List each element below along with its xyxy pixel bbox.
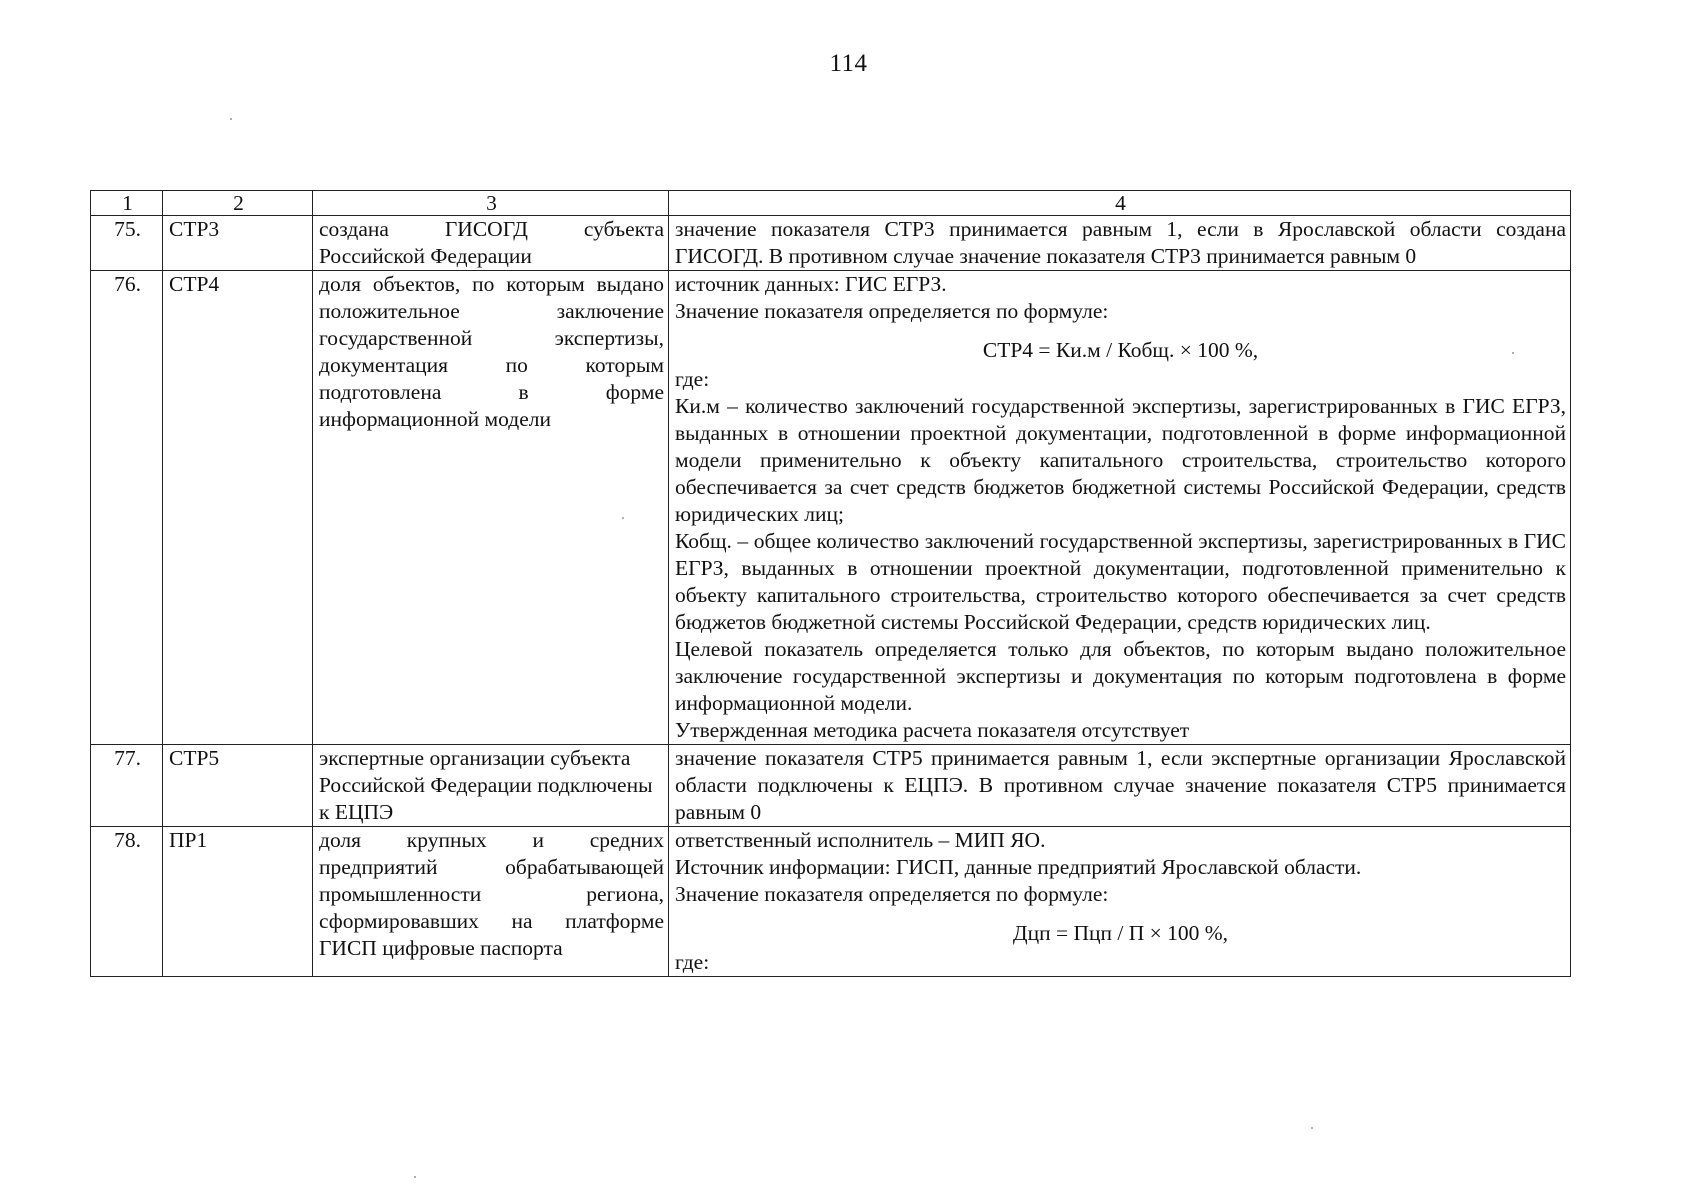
table-row xyxy=(91,745,1571,827)
table-row xyxy=(91,216,1571,271)
indicator-code: СТР4 xyxy=(163,271,313,745)
description-paragraph: Кобщ. – общее количество заключений государственной экспертизы, зарегистрированных в ГИС ЕГРЗ, выданных в отношении проектной документации, подготовленной применительно к объекту капитального строительства, строительство которого обеспечивается за счет средств бюджетов бюджетной системы Российской Федерации, средств юридических лиц. xyxy=(675,529,1566,634)
scan-speck xyxy=(622,517,624,519)
description-paragraph: Значение показателя определяется по формуле: xyxy=(675,882,1109,906)
indicator-code: ПР1 xyxy=(163,827,313,977)
header-col-1: 1 xyxy=(91,191,163,216)
description-paragraph: Целевой показатель определяется только для объектов, по которым выдано положительное заключение государственной экспертизы и документация по которым подготовлена в форме информационной модели. xyxy=(675,637,1566,715)
indicator-description xyxy=(669,827,1571,977)
page-number: 114 xyxy=(829,50,868,77)
indicator-name: доля объектов, по которым выдано положительное заключение государственной экспертизы, документация по которым подготовлена в форме информационной модели xyxy=(313,271,669,745)
scan-speck xyxy=(414,1176,416,1178)
header-col-3: 3 xyxy=(313,191,669,216)
description-paragraph: Ки.м – количество заключений государственной экспертизы, зарегистрированных в ГИС ЕГРЗ, выданных в отношении проектной документации, подготовленной в форме информационной модели применительно к объекту капитального строительства, строительство которого обеспечивается за счет средств бюджетов бюджетной системы Российской Федерации, средств юридических лиц; xyxy=(675,394,1566,526)
scan-speck xyxy=(1512,352,1514,354)
indicator-description xyxy=(669,271,1571,745)
description-paragraph: значение показателя СТР5 принимается равным 1, если экспертные организации Ярославской области подключены к ЕЦПЭ. В противном случае значение показателя СТР5 принимается равным 0 xyxy=(675,746,1566,824)
indicator-name: экспертные организации субъекта Российской Федерации подключены к ЕЦПЭ xyxy=(313,745,669,827)
row-number: 77. xyxy=(91,745,163,827)
table-row xyxy=(91,271,1571,745)
indicator-description xyxy=(669,216,1571,271)
description-paragraph: источник данных: ГИС ЕГРЗ. xyxy=(675,272,947,296)
formula: Дцп = Пцп / П × 100 %, xyxy=(1012,921,1229,945)
table-header-row xyxy=(91,191,1571,216)
row-number: 78. xyxy=(91,827,163,977)
scan-speck xyxy=(1311,1127,1313,1129)
description-paragraph: ответственный исполнитель – МИП ЯО. xyxy=(675,828,1046,852)
formula: СТР4 = Ки.м / Кобщ. × 100 %, xyxy=(982,338,1259,362)
scan-speck xyxy=(230,118,232,120)
indicator-code: СТР3 xyxy=(163,216,313,271)
indicator-description xyxy=(669,745,1571,827)
row-number: 76. xyxy=(91,271,163,745)
description-paragraph: где: xyxy=(675,367,710,391)
indicator-name: создана ГИСОГД субъекта Российской Федерации xyxy=(313,216,669,271)
description-paragraph: Значение показателя определяется по формуле: xyxy=(675,299,1109,323)
indicator-code: СТР5 xyxy=(163,745,313,827)
table-row xyxy=(91,827,1571,977)
description-paragraph: Источник информации: ГИСП, данные предприятий Ярославской области. xyxy=(675,855,1362,879)
row-number: 75. xyxy=(91,216,163,271)
header-col-4: 4 xyxy=(669,191,1571,216)
description-paragraph: значение показателя СТР3 принимается равным 1, если в Ярославской области создана ГИСОГД. В противном случае значение показателя СТР3 принимается равным 0 xyxy=(675,217,1566,268)
indicator-name: доля крупных и средних предприятий обрабатывающей промышленности региона, сформировавших на платформе ГИСП цифровые паспорта xyxy=(313,827,669,977)
description-paragraph: где: xyxy=(675,950,710,974)
description-paragraph: Утвержденная методика расчета показателя отсутствует xyxy=(675,718,1190,742)
header-col-2: 2 xyxy=(163,191,313,216)
indicator-table xyxy=(90,190,1571,977)
